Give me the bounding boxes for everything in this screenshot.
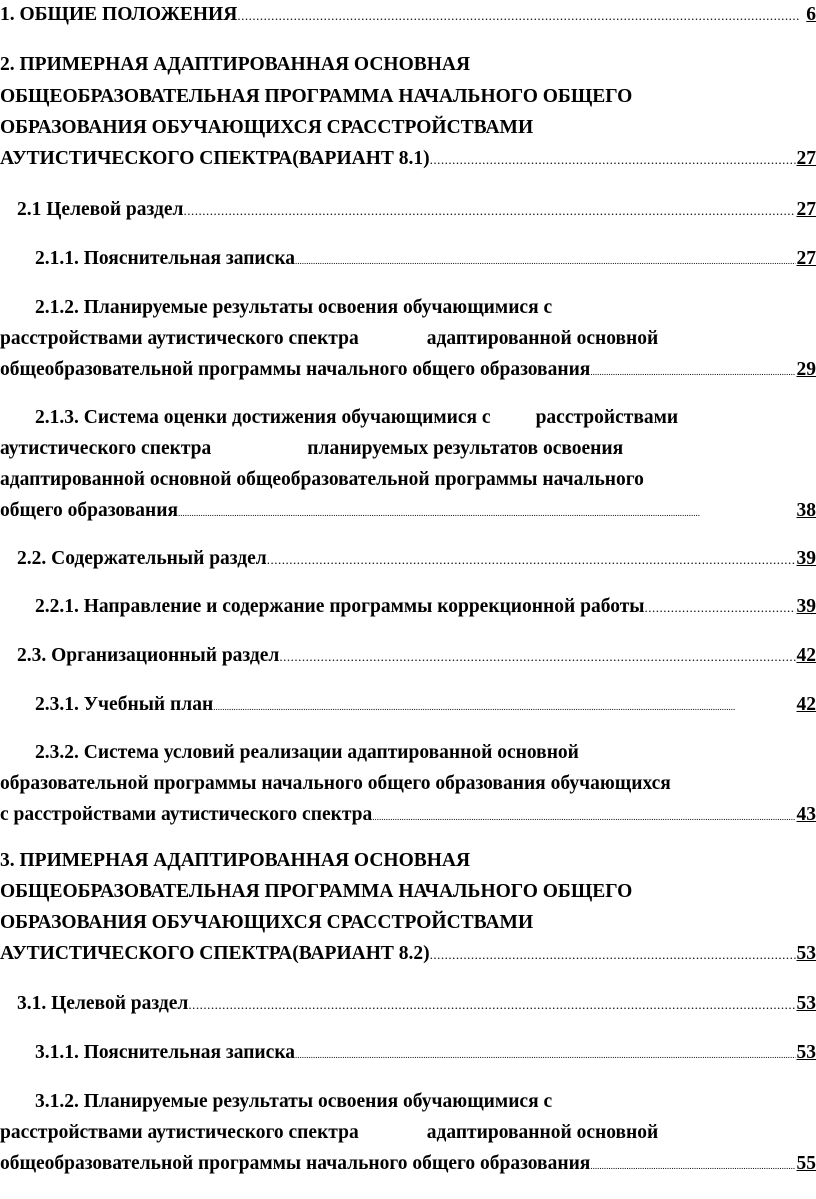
toc-page-number[interactable]: 53	[796, 943, 816, 964]
toc-page-number[interactable]: 39	[796, 548, 816, 569]
dot-leader	[178, 500, 791, 524]
toc-entry-title: 2.3. Организационный раздел	[17, 645, 280, 666]
toc-page-number[interactable]: 55	[796, 1153, 816, 1174]
toc-entry-title-part: расстройствами аутистического спектра	[0, 1122, 359, 1143]
toc-entry-title-part: расстройствами аутистического спектра	[0, 328, 359, 349]
toc-line[interactable]	[17, 991, 816, 1017]
toc-entry-title-line: ОБЩЕОБРАЗОВАТЕЛЬНАЯ ПРОГРАММА НАЧАЛЬНОГО ОБЩЕГО	[0, 881, 633, 902]
toc-entry-title: с расстройствами аутистического спектра	[0, 804, 373, 825]
toc-entry-title-part: адаптированной основной	[426, 328, 659, 349]
toc-entry-title: 2.1 Целевой раздел	[17, 199, 184, 220]
toc-line[interactable]	[0, 357, 816, 383]
toc-entry-title-line: 2.1.2. Планируемые результаты освоения обучающимися с	[35, 297, 553, 318]
dot-leader	[267, 547, 796, 572]
dot-leader	[213, 694, 795, 718]
toc-line[interactable]	[35, 246, 816, 272]
toc-page-number[interactable]: 42	[796, 645, 816, 666]
toc-entry-title-line: образовательной программы начального общего образования обучающихся	[0, 773, 671, 794]
dot-leader	[430, 942, 796, 967]
toc-line[interactable]	[0, 1151, 816, 1177]
toc-entry-title-line	[0, 326, 816, 352]
toc-line[interactable]	[0, 941, 816, 967]
toc-entry-title-line: ОБРАЗОВАНИЯ ОБУЧАЮЩИХСЯ СРАССТРОЙСТВАМИ	[0, 912, 534, 933]
toc-entry-title-line	[35, 405, 816, 431]
dot-leader	[237, 3, 800, 28]
toc-entry-title-line	[0, 436, 816, 462]
dot-leader	[590, 1153, 795, 1177]
toc-entry-title-part: планируемых результатов освоения	[307, 438, 624, 459]
dot-leader	[372, 804, 795, 828]
toc-entry-title: 1. ОБЩИЕ ПОЛОЖЕНИЯ	[0, 4, 238, 25]
toc-entry-title: 3.1. Целевой раздел	[17, 993, 189, 1014]
toc-entry-title-line: 2. ПРИМЕРНАЯ АДАПТИРОВАННАЯ ОСНОВНАЯ	[0, 54, 471, 75]
toc-line[interactable]	[17, 197, 816, 223]
dot-leader	[295, 248, 795, 272]
dot-leader	[295, 1042, 795, 1066]
toc-line[interactable]	[35, 1040, 816, 1066]
toc-entry-title: 2.3.1. Учебный план	[35, 694, 214, 715]
toc-page-number[interactable]: 27	[796, 148, 816, 169]
toc-line[interactable]	[35, 594, 816, 620]
toc-entry-title-part: адаптированной основной	[426, 1122, 659, 1143]
toc-page-number[interactable]: 43	[796, 804, 816, 825]
toc-entry-title-line: 3. ПРИМЕРНАЯ АДАПТИРОВАННАЯ ОСНОВНАЯ	[0, 850, 471, 871]
toc-entry-title: АУТИСТИЧЕСКОГО СПЕКТРА(ВАРИАНТ 8.1)	[0, 148, 430, 169]
dot-leader	[183, 198, 795, 223]
toc-page-number[interactable]: 29	[796, 359, 816, 380]
dot-leader	[590, 359, 795, 383]
toc-entry-title: общеобразовательной программы начального общего образования	[0, 1153, 591, 1174]
toc-line[interactable]	[0, 498, 816, 524]
toc-entry-title: 3.1.1. Пояснительная записка	[35, 1042, 296, 1063]
toc-entry-title-line: 3.1.2. Планируемые результаты освоения обучающимися с	[35, 1091, 553, 1112]
toc-page-number[interactable]: 39	[796, 596, 816, 617]
toc-page-number[interactable]: 42	[796, 694, 816, 715]
toc-line[interactable]	[17, 546, 816, 572]
toc-page-number[interactable]: 27	[796, 199, 816, 220]
toc-entry-title-line: ОБЩЕОБРАЗОВАТЕЛЬНАЯ ПРОГРАММА НАЧАЛЬНОГО ОБЩЕГО	[0, 86, 633, 107]
toc-entry-title-line: адаптированной основной общеобразовательной программы начального	[0, 469, 644, 490]
toc-entry-title-part: аутистического спектра	[0, 438, 212, 459]
dot-leader	[188, 992, 795, 1017]
toc-entry-title-line: ОБРАЗОВАНИЯ ОБУЧАЮЩИХСЯ СРАССТРОЙСТВАМИ	[0, 117, 534, 138]
toc-entry-title-part: расстройствами	[535, 407, 679, 428]
dot-leader	[645, 595, 796, 620]
dot-leader	[430, 147, 796, 172]
toc-page-number[interactable]: 27	[796, 248, 816, 269]
toc-line[interactable]	[0, 802, 816, 828]
toc-entry-title: 2.2. Содержательный раздел	[17, 548, 267, 569]
toc-line[interactable]	[0, 2, 816, 28]
toc-entry-title: 2.1.1. Пояснительная записка	[35, 248, 296, 269]
toc-line[interactable]	[17, 643, 816, 669]
toc-entry-title: общего образования	[0, 500, 178, 521]
toc-line[interactable]	[35, 692, 816, 718]
toc-entry-title: АУТИСТИЧЕСКОГО СПЕКТРА(ВАРИАНТ 8.2)	[0, 943, 430, 964]
toc-entry-title: 2.2.1. Направление и содержание программы коррекционной работы	[35, 596, 645, 617]
toc-entry-title: общеобразовательной программы начального общего образования	[0, 359, 591, 380]
dot-leader	[279, 644, 795, 669]
toc-entry-title-line	[0, 1120, 816, 1146]
toc-page-number[interactable]: 53	[796, 993, 816, 1014]
toc-entry-title-line: 2.3.2. Система условий реализации адаптированной основной	[35, 742, 579, 763]
toc-page-number[interactable]: 53	[796, 1042, 816, 1063]
toc-page-number[interactable]: 38	[796, 500, 816, 521]
toc-entry-title-part: 2.1.3. Система оценки достижения обучающимися с	[35, 407, 491, 428]
toc-page-number[interactable]: 6	[806, 4, 816, 25]
toc-line[interactable]	[0, 146, 816, 172]
